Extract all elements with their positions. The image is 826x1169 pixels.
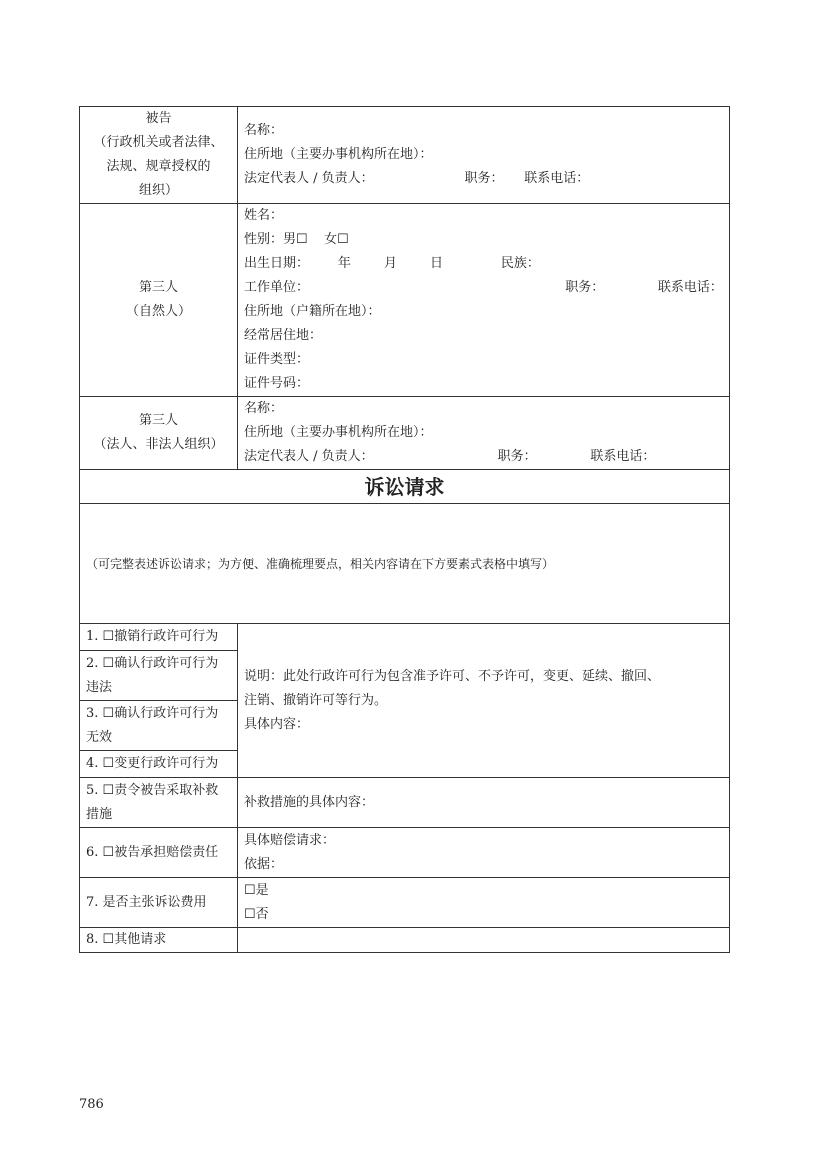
- third-party-legal-fields[interactable]: [238, 397, 730, 470]
- defendant-label-line: （行政机关或者法律、: [93, 135, 224, 150]
- third-party-legal-label-line: 第三人: [138, 413, 178, 428]
- third-party-natural-label-line: 第三人: [138, 280, 178, 295]
- defendant-label: [80, 107, 238, 204]
- litigation-cost-label: 7. 是否主张诉讼费用: [80, 878, 238, 928]
- request-row: [80, 778, 730, 828]
- residence-field[interactable]: 经常居住地：: [244, 328, 323, 343]
- request-row: [80, 878, 730, 928]
- defendant-representative-field[interactable]: 法定代表人 / 负责人： 职务： 联系电话：: [244, 171, 590, 186]
- legal-representative-field[interactable]: 法定代表人 / 负责人： 职务： 联系电话：: [244, 449, 656, 464]
- request-row: [80, 928, 730, 953]
- request-confirm-invalid-checkbox[interactable]: 3. ☐确认行政许可行为无效: [80, 701, 238, 751]
- third-party-natural-label: [80, 204, 238, 397]
- id-number-field[interactable]: 证件号码：: [244, 376, 310, 391]
- request-change-checkbox[interactable]: 4. ☐变更行政许可行为: [80, 751, 238, 778]
- third-party-natural-row: [80, 204, 730, 397]
- defendant-label-line: 被告: [145, 111, 172, 126]
- third-party-legal-label: [80, 397, 238, 470]
- yes-checkbox[interactable]: ☐是: [244, 882, 269, 898]
- third-party-legal-row: [80, 397, 730, 470]
- defendant-fields[interactable]: [238, 107, 730, 204]
- litigation-cost-options: [238, 878, 730, 928]
- defendant-name-field[interactable]: 名称：: [244, 123, 284, 138]
- section-title: 诉讼请求: [80, 470, 730, 504]
- request-row: [80, 828, 730, 878]
- other-request-field[interactable]: [238, 928, 730, 953]
- explain-line: 注销、撤销许可等行为。: [244, 692, 388, 708]
- legal-address-field[interactable]: 住所地（主要办事机构所在地）：: [244, 425, 433, 440]
- request-compensation-checkbox[interactable]: 6. ☐被告承担赔偿责任: [80, 828, 238, 878]
- employer-field[interactable]: 工作单位： 职务： 联系电话：: [244, 280, 723, 295]
- page-number: 786: [79, 1097, 104, 1112]
- third-party-natural-fields[interactable]: [238, 204, 730, 397]
- claims-text-area[interactable]: [80, 504, 730, 624]
- domicile-field[interactable]: 住所地（户籍所在地）：: [244, 304, 381, 319]
- birth-date-ethnicity-field[interactable]: 出生日期： 年 月 日 民族：: [244, 256, 540, 271]
- request-explain-cell[interactable]: [238, 624, 730, 778]
- defendant-label-line: 法规、规章授权的: [106, 159, 211, 174]
- compensation-detail-field[interactable]: [238, 828, 730, 878]
- request-other-checkbox[interactable]: 8. ☐其他请求: [80, 928, 238, 953]
- third-party-legal-label-line: （法人、非法人组织）: [93, 437, 224, 452]
- remedy-detail-field[interactable]: 补救措施的具体内容：: [238, 778, 730, 828]
- lawsuit-form-table: [79, 106, 730, 953]
- id-type-field[interactable]: 证件类型：: [244, 352, 310, 367]
- section-title-row: [80, 470, 730, 504]
- no-checkbox[interactable]: ☐否: [244, 906, 269, 922]
- claims-text-row: [80, 504, 730, 624]
- defendant-address-field[interactable]: 住所地（主要办事机构所在地）：: [244, 147, 433, 162]
- name-field[interactable]: 姓名：: [244, 208, 284, 223]
- request-revoke-checkbox[interactable]: 1. ☐撤销行政许可行为: [80, 624, 238, 651]
- request-confirm-illegal-checkbox[interactable]: 2. ☐确认行政许可行为违法: [80, 651, 238, 701]
- request-remedy-checkbox[interactable]: 5. ☐责令被告采取补救措施: [80, 778, 238, 828]
- defendant-row: [80, 107, 730, 204]
- gender-checkboxes[interactable]: 性别：男☐ 女☐: [244, 232, 349, 247]
- claims-note: （可完整表述诉讼请求；为方便、准确梳理要点，相关内容请在下方要素式表格中填写）: [86, 556, 555, 571]
- compensation-basis-label: 依据：: [244, 856, 284, 872]
- request-row: [80, 624, 730, 651]
- defendant-label-line: 组织）: [138, 183, 178, 198]
- explain-line: 说明：此处行政许可行为包含准予许可、不予许可，变更、延续、撤回、: [244, 668, 661, 684]
- specific-content-label: 具体内容：: [244, 716, 310, 732]
- third-party-natural-label-line: （自然人）: [125, 304, 191, 319]
- legal-name-field[interactable]: 名称：: [244, 401, 284, 416]
- compensation-claim-label: 具体赔偿请求：: [244, 832, 336, 848]
